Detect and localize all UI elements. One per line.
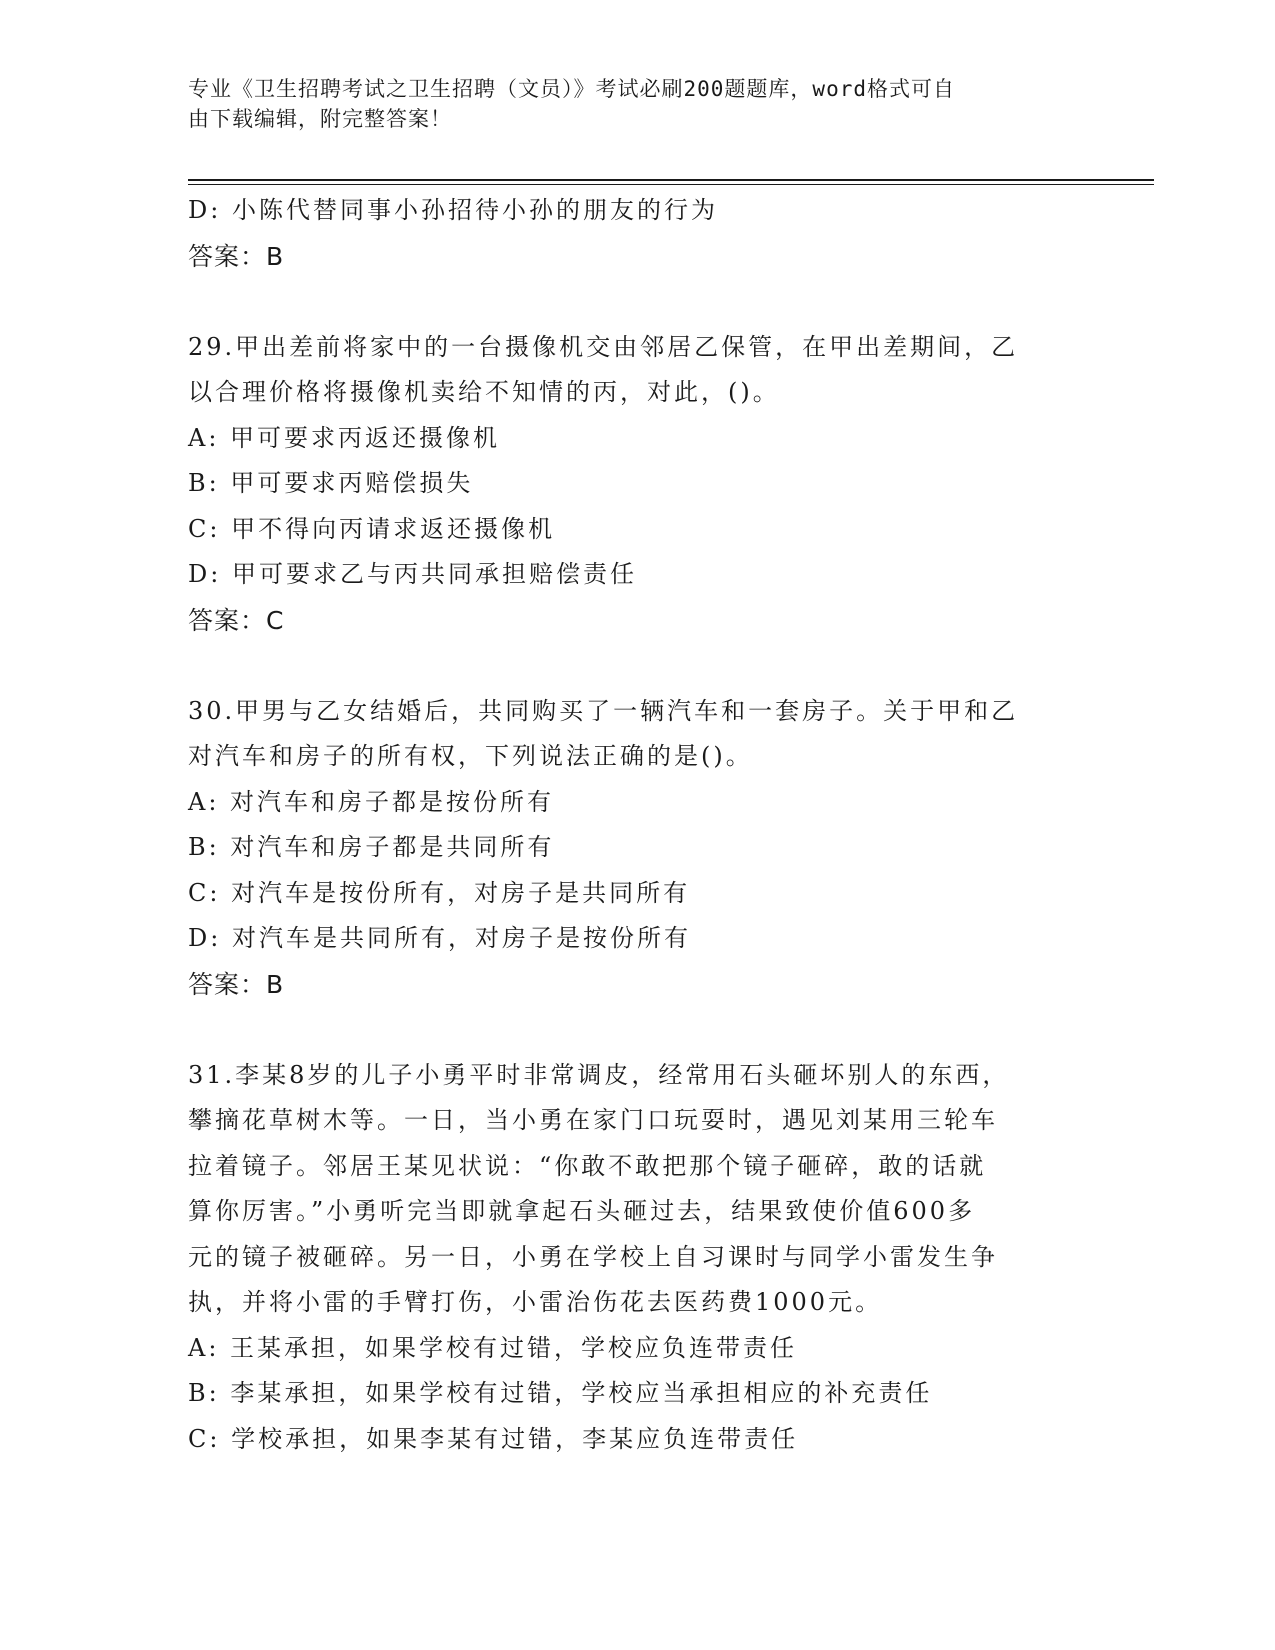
option-d: D: 小陈代替同事小孙招待小孙的朋友的行为 (188, 196, 718, 224)
question-stem-line: 执，并将小雷的手臂打伤，小雷治伤花去医药费1000元。 (188, 1288, 883, 1316)
option-d: D: 甲可要求乙与丙共同承担赔偿责任 (188, 560, 637, 588)
header-divider-thin (188, 184, 1154, 185)
question-block-28 (188, 188, 1068, 279)
question-block-31 (188, 1053, 1068, 1463)
option-a: A: 对汽车和房子都是按份所有 (188, 787, 555, 816)
question-stem-line: 算你厉害。”小勇听完当即就拿起石头砸过去，结果致使价值600多 (188, 1197, 976, 1225)
question-stem-line: 29.甲出差前将家中的一台摄像机交由邻居乙保管，在甲出差期间，乙 (188, 332, 1019, 361)
question-block-30 (188, 689, 1068, 1008)
question-stem-line: 以合理价格将摄像机卖给不知情的丙，对此，()。 (188, 378, 780, 406)
question-stem-line: 攀摘花草树木等。一日，当小勇在家门口玩耍时，遇见刘某用三轮车 (188, 1106, 998, 1134)
spacer (188, 1007, 1068, 1053)
header-line-2: 由下载编辑，附完整答案！ (188, 107, 452, 131)
option-c: C: 对汽车是按份所有，对房子是共同所有 (188, 878, 691, 907)
option-b: B: 甲可要求丙赔偿损失 (188, 469, 474, 497)
option-b: B: 对汽车和房子都是共同所有 (188, 833, 555, 861)
question-stem-line: 拉着镜子。邻居王某见状说：“你敢不敢把那个镜子砸碎，敢的话就 (188, 1151, 987, 1180)
option-c: C: 甲不得向丙请求返还摄像机 (188, 514, 556, 543)
header-line-1: 专业《卫生招聘考试之卫生招聘（文员）》考试必刷200题题库，word格式可自 (188, 77, 955, 101)
document-body (188, 188, 1068, 1462)
option-a: A: 王某承担，如果学校有过错，学校应负连带责任 (188, 1333, 798, 1362)
answer-line: 答案：B (188, 241, 285, 271)
header-divider-thick (188, 179, 1154, 181)
spacer (188, 279, 1068, 325)
question-stem-line: 31.李某8岁的儿子小勇平时非常调皮，经常用石头砸坏别人的东西， (188, 1060, 1010, 1089)
option-a: A: 甲可要求丙返还摄像机 (188, 423, 501, 452)
question-stem-line: 30.甲男与乙女结婚后，共同购买了一辆汽车和一套房子。关于甲和乙 (188, 696, 1019, 725)
answer-line: 答案：B (188, 969, 285, 999)
option-c: C: 学校承担，如果李某有过错，李某应负连带责任 (188, 1424, 799, 1453)
question-block-29 (188, 325, 1068, 644)
question-stem-line: 元的镜子被砸碎。另一日，小勇在学校上自习课时与同学小雷发生争 (188, 1242, 998, 1271)
document-header (188, 74, 1068, 134)
answer-line: 答案：C (188, 605, 285, 635)
question-stem-line: 对汽车和房子的所有权，下列说法正确的是()。 (188, 742, 753, 770)
option-d: D: 对汽车是共同所有，对房子是按份所有 (188, 924, 691, 952)
option-b: B: 李某承担，如果学校有过错，学校应当承担相应的补充责任 (188, 1379, 933, 1407)
spacer (188, 643, 1068, 689)
